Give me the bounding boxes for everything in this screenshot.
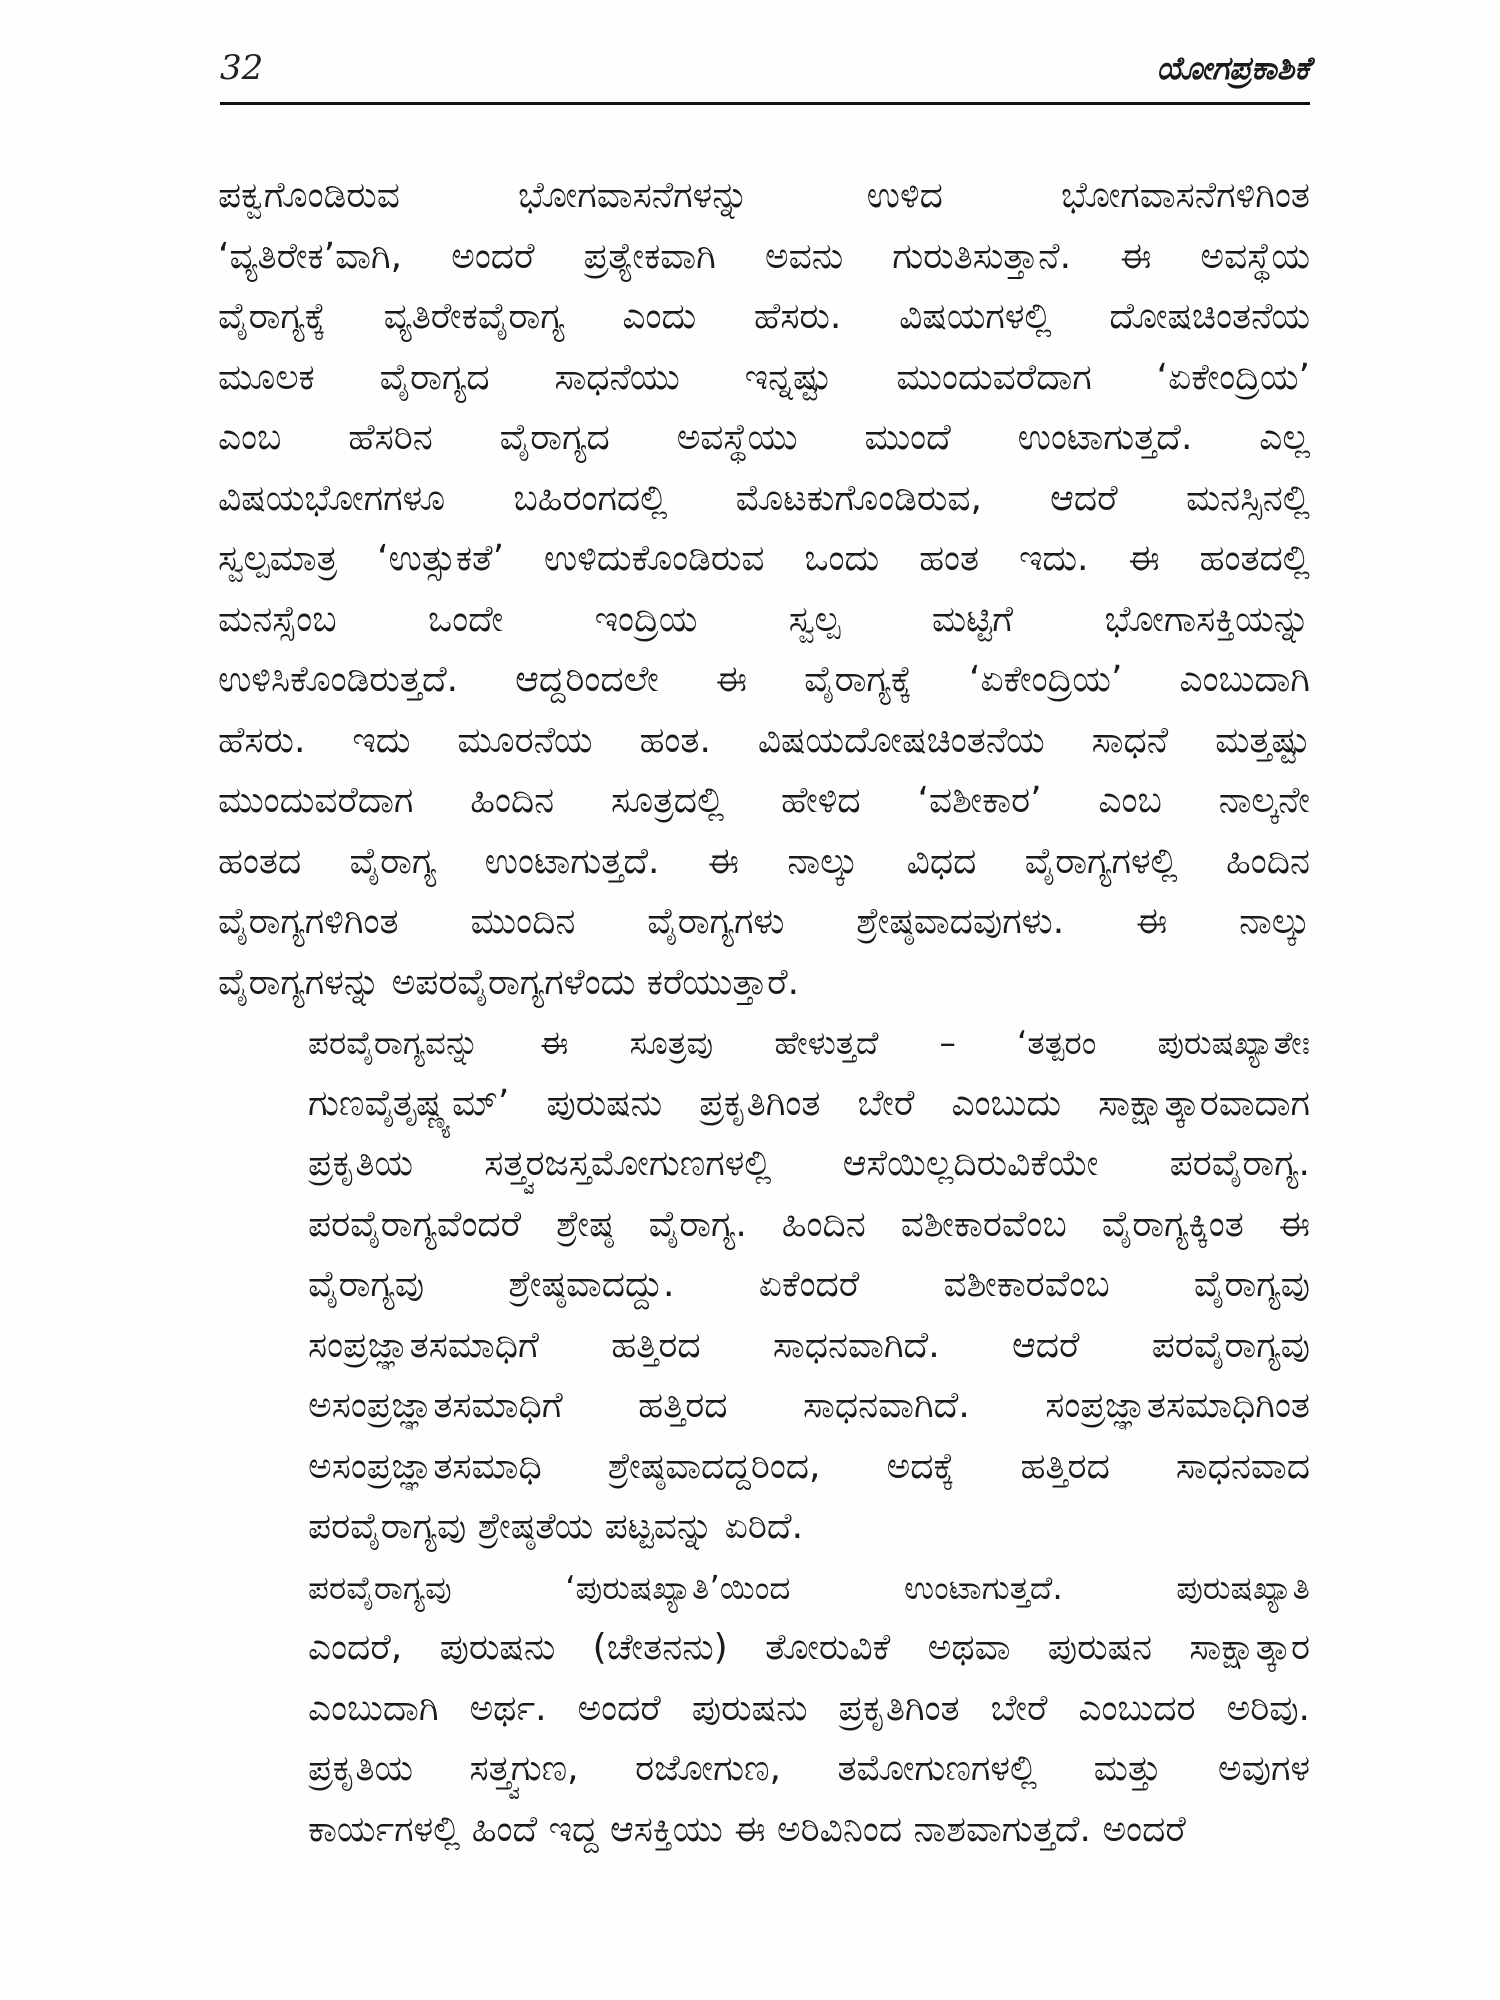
text-line: ಉಳಿಸಿಕೊಂಡಿರುತ್ತದೆ. ಆದ್ದರಿಂದಲೇ ಈ ವೈರಾಗ್ಯಕ್ಕೆ ‘ಏಕೇಂದ್ರಿಯ’ ಎಂಬುದಾಗಿ (218, 659, 1310, 700)
text-line: ಸ್ವಲ್ಪಮಾತ್ರ ‘ಉತ್ಸುಕತೆ’ ಉಳಿದುಕೊಂಡಿರುವ ಒಂದು ಹಂತ ಇದು. ಈ ಹಂತದಲ್ಲಿ (218, 538, 1310, 579)
text-line: ಪ್ರಕೃತಿಯ ಸತ್ತ್ವರಜಸ್ತಮೋಗುಣಗಳಲ್ಲಿ ಆಸೆಯಿಲ್ಲದಿರುವಿಕೆಯೇ ಪರವೈರಾಗ್ಯ. (308, 1143, 1310, 1184)
text-line: ಅಸಂಪ್ರಜ್ಞಾತಸಮಾಧಿಗೆ ಹತ್ತಿರದ ಸಾಧನವಾಗಿದೆ. ಸಂಪ್ರಜ್ಞಾತಸಮಾಧಿಗಿಂತ (308, 1385, 1310, 1426)
text-line: ಎಂಬ ಹೆಸರಿನ ವೈರಾಗ್ಯದ ಅವಸ್ಥೆಯು ಮುಂದೆ ಉಂಟಾಗುತ್ತದೆ. ಎಲ್ಲ (218, 417, 1310, 458)
text-line: ಪರವೈರಾಗ್ಯವು ‘ಪುರುಷಖ್ಯಾತಿ’ಯಿಂದ ಉಂಟಾಗುತ್ತದೆ. ಪುರುಷಖ್ಯಾತಿ (308, 1568, 1310, 1607)
paragraph-2 (218, 1013, 1310, 1558)
text-line: ‘ವ್ಯತಿರೇಕ’ವಾಗಿ, ಅಂದರೆ ಪ್ರತ್ಯೇಕವಾಗಿ ಅವನು ಗುರುತಿಸುತ್ತಾನೆ. ಈ ಅವಸ್ಥೆಯ (218, 235, 1310, 277)
text-line: ಎಂಬುದಾಗಿ ಅರ್ಥ. ಅಂದರೆ ಪುರುಷನು ಪ್ರಕೃತಿಗಿಂತ ಬೇರೆ ಎಂಬುದರ ಅರಿವು. (308, 1687, 1310, 1729)
text-line: ಮೂಲಕ ವೈರಾಗ್ಯದ ಸಾಧನೆಯು ಇನ್ನಷ್ಟು ಮುಂದುವರೆದಾಗ ‘ಏಕೇಂದ್ರಿಯ’ (218, 356, 1310, 398)
text-line: ಸಂಪ್ರಜ್ಞಾತಸಮಾಧಿಗೆ ಹತ್ತಿರದ ಸಾಧನವಾಗಿದೆ. ಆದರೆ ಪರವೈರಾಗ್ಯವು (308, 1324, 1310, 1366)
page-number: 32 (220, 48, 264, 88)
page-header (220, 48, 1310, 100)
text-line: ಎಂದರೆ, ಪುರುಷನು (ಚೇತನನು) ತೋರುವಿಕೆ ಅಥವಾ ಪುರುಷನ ಸಾಕ್ಷಾತ್ಕಾರ (308, 1627, 1310, 1668)
text-line: ಪ್ರಕೃತಿಯ ಸತ್ತ್ವಗುಣ, ರಜೋಗುಣ, ತಮೋಗುಣಗಳಲ್ಲಿ ಮತ್ತು ಅವುಗಳ (308, 1748, 1310, 1789)
text-line: ಮನಸ್ಸೆಂಬ ಒಂದೇ ಇಂದ್ರಿಯ ಸ್ವಲ್ಪ ಮಟ್ಟಿಗೆ ಭೋಗಾಸಕ್ತಿಯನ್ನು (218, 598, 1310, 640)
text-line: ಪಕ್ವಗೊಂಡಿರುವ ಭೋಗವಾಸನೆಗಳನ್ನು ಉಳಿದ ಭೋಗವಾಸನೆಗಳಿಗಿಂತ (218, 175, 1310, 216)
text-line: ಹಂತದ ವೈರಾಗ್ಯ ಉಂಟಾಗುತ್ತದೆ. ಈ ನಾಲ್ಕು ವಿಧದ ವೈರಾಗ್ಯಗಳಲ್ಲಿ ಹಿಂದಿನ (218, 840, 1310, 882)
text-line: ಗುಣವೈತೃಷ್ಣ್ಯಮ್’ ಪುರುಷನು ಪ್ರಕೃತಿಗಿಂತ ಬೇರೆ ಎಂಬುದು ಸಾಕ್ಷಾತ್ಕಾರವಾದಾಗ (308, 1082, 1310, 1124)
text-line: ಅಸಂಪ್ರಜ್ಞಾತಸಮಾಧಿ ಶ್ರೇಷ್ಠವಾದದ್ದರಿಂದ, ಅದಕ್ಕೆ ಹತ್ತಿರದ ಸಾಧನವಾದ (308, 1445, 1310, 1487)
header-divider (220, 102, 1310, 105)
paragraph-3 (218, 1558, 1310, 1861)
paragraph-1 (218, 166, 1310, 1013)
text-line: ಪರವೈರಾಗ್ಯವೆಂದರೆ ಶ್ರೇಷ್ಠ ವೈರಾಗ್ಯ. ಹಿಂದಿನ ವಶೀಕಾರವೆಂಬ ವೈರಾಗ್ಯಕ್ಕಿಂತ ಈ (308, 1203, 1310, 1245)
text-line: ಹೆಸರು. ಇದು ಮೂರನೆಯ ಹಂತ. ವಿಷಯದೋಷಚಿಂತನೆಯ ಸಾಧನೆ ಮತ್ತಷ್ಟು (218, 719, 1310, 761)
text-line: ಪರವೈರಾಗ್ಯವನ್ನು ಈ ಸೂತ್ರವು ಹೇಳುತ್ತದೆ – ‘ತತ್ಪರಂ ಪುರುಷಖ್ಯಾತೇಃ (308, 1024, 1310, 1062)
text-line: ವೈರಾಗ್ಯಗಳನ್ನು ಅಪರವೈರಾಗ್ಯಗಳೆಂದು ಕರೆಯುತ್ತಾರೆ. (218, 961, 800, 1003)
text-line: ವೈರಾಗ್ಯವು ಶ್ರೇಷ್ಠವಾದದ್ದು. ಏಕೆಂದರೆ ವಶೀಕಾರವೆಂಬ ವೈರಾಗ್ಯವು (308, 1264, 1310, 1305)
text-line: ವೈರಾಗ್ಯಗಳಿಗಿಂತ ಮುಂದಿನ ವೈರಾಗ್ಯಗಳು ಶ್ರೇಷ್ಠವಾದವುಗಳು. ಈ ನಾಲ್ಕು (218, 901, 1310, 942)
text-line: ವೈರಾಗ್ಯಕ್ಕೆ ವ್ಯತಿರೇಕವೈರಾಗ್ಯ ಎಂದು ಹೆಸರು. ವಿಷಯಗಳಲ್ಲಿ ದೋಷಚಿಂತನೆಯ (218, 296, 1310, 337)
running-title: ಯೋಗಪ್ರಕಾಶಿಕೆ (1156, 49, 1310, 87)
text-line: ಪರವೈರಾಗ್ಯವು ಶ್ರೇಷ್ಠತೆಯ ಪಟ್ಟವನ್ನು ಏರಿದೆ. (308, 1506, 804, 1547)
text-line: ಕಾರ್ಯಗಳಲ್ಲಿ ಹಿಂದೆ ಇದ್ದ ಆಸಕ್ತಿಯು ಈ ಅರಿವಿನಿಂದ ನಾಶವಾಗುತ್ತದೆ. ಅಂದರೆ (308, 1808, 1186, 1850)
text-line: ಮುಂದುವರೆದಾಗ ಹಿಂದಿನ ಸೂತ್ರದಲ್ಲಿ ಹೇಳಿದ ‘ವಶೀಕಾರ’ ಎಂಬ ನಾಲ್ಕನೇ (218, 780, 1310, 821)
text-line: ವಿಷಯಭೋಗಗಳೂ ಬಹಿರಂಗದಲ್ಲಿ ಮೊಟಕುಗೊಂಡಿರುವ, ಆದರೆ ಮನಸ್ಸಿನಲ್ಲಿ (218, 477, 1310, 519)
body-text (218, 166, 1310, 1860)
